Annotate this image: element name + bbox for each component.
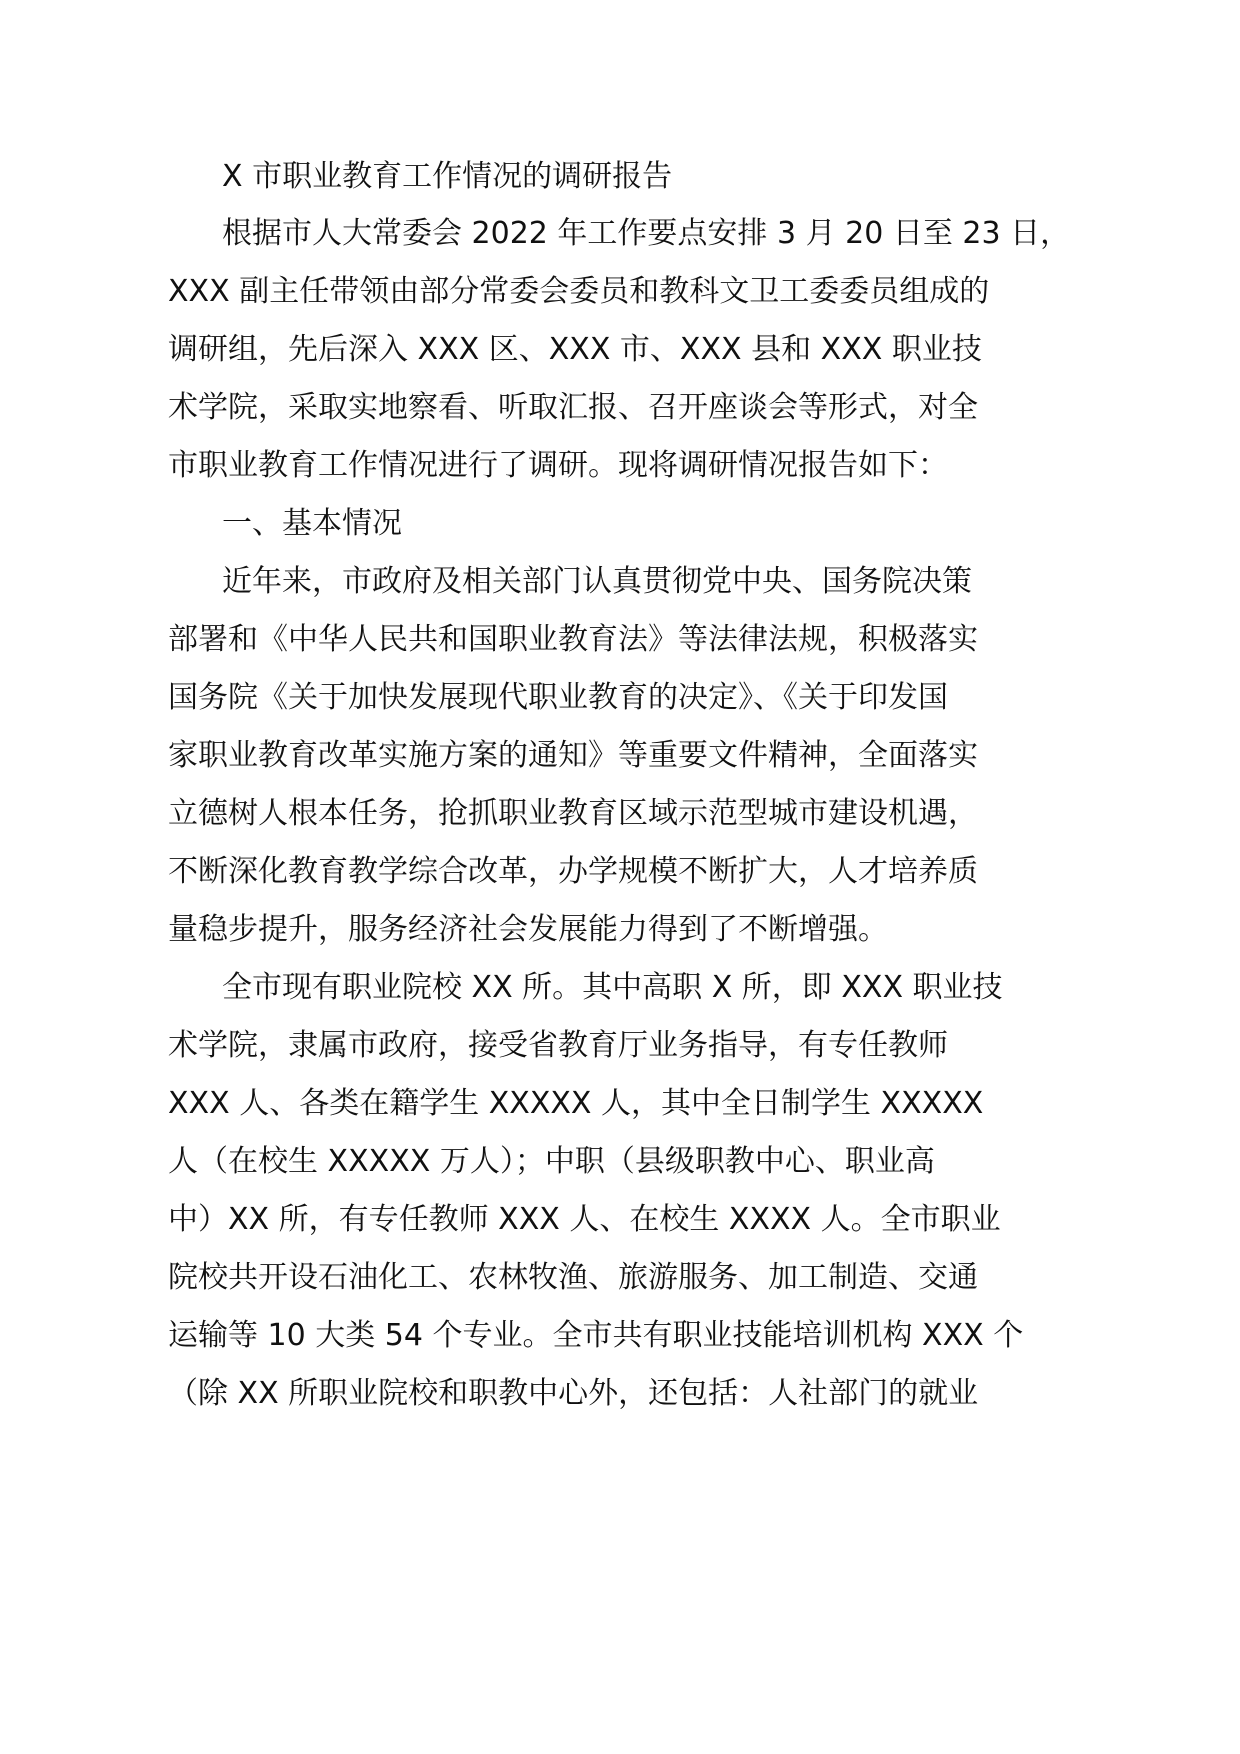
paragraph-4-line-3: XXX 人、各类在籍学生 XXXXX 人，其中全日制学生 XXXXX: [168, 1086, 984, 1121]
paragraph-4-line-1: 全市现有职业院校 XX 所。其中高职 X 所，即 XXX 职业技: [222, 970, 1003, 1005]
paragraph-1-line-4: 术学院，采取实地察看、听取汇报、召开座谈会等形式，对全: [168, 390, 978, 425]
paragraph-1-line-3: 调研组，先后深入 XXX 区、XXX 市、XXX 县和 XXX 职业技: [168, 332, 982, 367]
paragraph-3-line-5: 立德树人根本任务，抢抓职业教育区域示范型城市建设机遇，: [168, 796, 978, 831]
paragraph-4-line-8: （除 XX 所职业院校和职教中心外，还包括：人社部门的就业: [168, 1376, 979, 1411]
paragraph-3-line-7: 量稳步提升，服务经济社会发展能力得到了不断增强。: [168, 912, 888, 947]
paragraph-4-line-6: 院校共开设石油化工、农林牧渔、旅游服务、加工制造、交通: [168, 1260, 978, 1295]
paragraph-1-line-2: XXX 副主任带领由部分常委会委员和教科文卫工委委员组成的: [168, 274, 990, 309]
document-title: X 市职业教育工作情况的调研报告: [222, 159, 673, 194]
section-heading-basic-situation: 一、基本情况: [222, 506, 402, 541]
paragraph-3-line-2: 部署和《中华人民共和国职业教育法》等法律法规，积极落实: [168, 622, 978, 657]
paragraph-3-line-6: 不断深化教育教学综合改革，办学规模不断扩大，人才培养质: [168, 854, 978, 889]
paragraph-3-line-1: 近年来，市政府及相关部门认真贯彻党中央、国务院决策: [222, 564, 972, 599]
paragraph-1-line-1: 根据市人大常委会 2022 年工作要点安排 3 月 20 日至 23 日，: [222, 216, 1071, 251]
paragraph-3-line-3: 国务院《关于加快发展现代职业教育的决定》、《关于印发国: [168, 680, 948, 715]
paragraph-1-line-5: 市职业教育工作情况进行了调研。现将调研情况报告如下：: [168, 448, 948, 483]
paragraph-4-line-4: 人（在校生 XXXXX 万人）；中职（县级职教中心、职业高: [168, 1144, 935, 1179]
paragraph-4-line-7: 运输等 10 大类 54 个专业。全市共有职业技能培训机构 XXX 个: [168, 1318, 1024, 1353]
paragraph-4-line-2: 术学院，隶属市政府，接受省教育厅业务指导，有专任教师: [168, 1028, 948, 1063]
paragraph-3-line-4: 家职业教育改革实施方案的通知》等重要文件精神，全面落实: [168, 738, 978, 773]
paragraph-4-line-5: 中）XX 所，有专任教师 XXX 人、在校生 XXXX 人。全市职业: [168, 1202, 1001, 1237]
